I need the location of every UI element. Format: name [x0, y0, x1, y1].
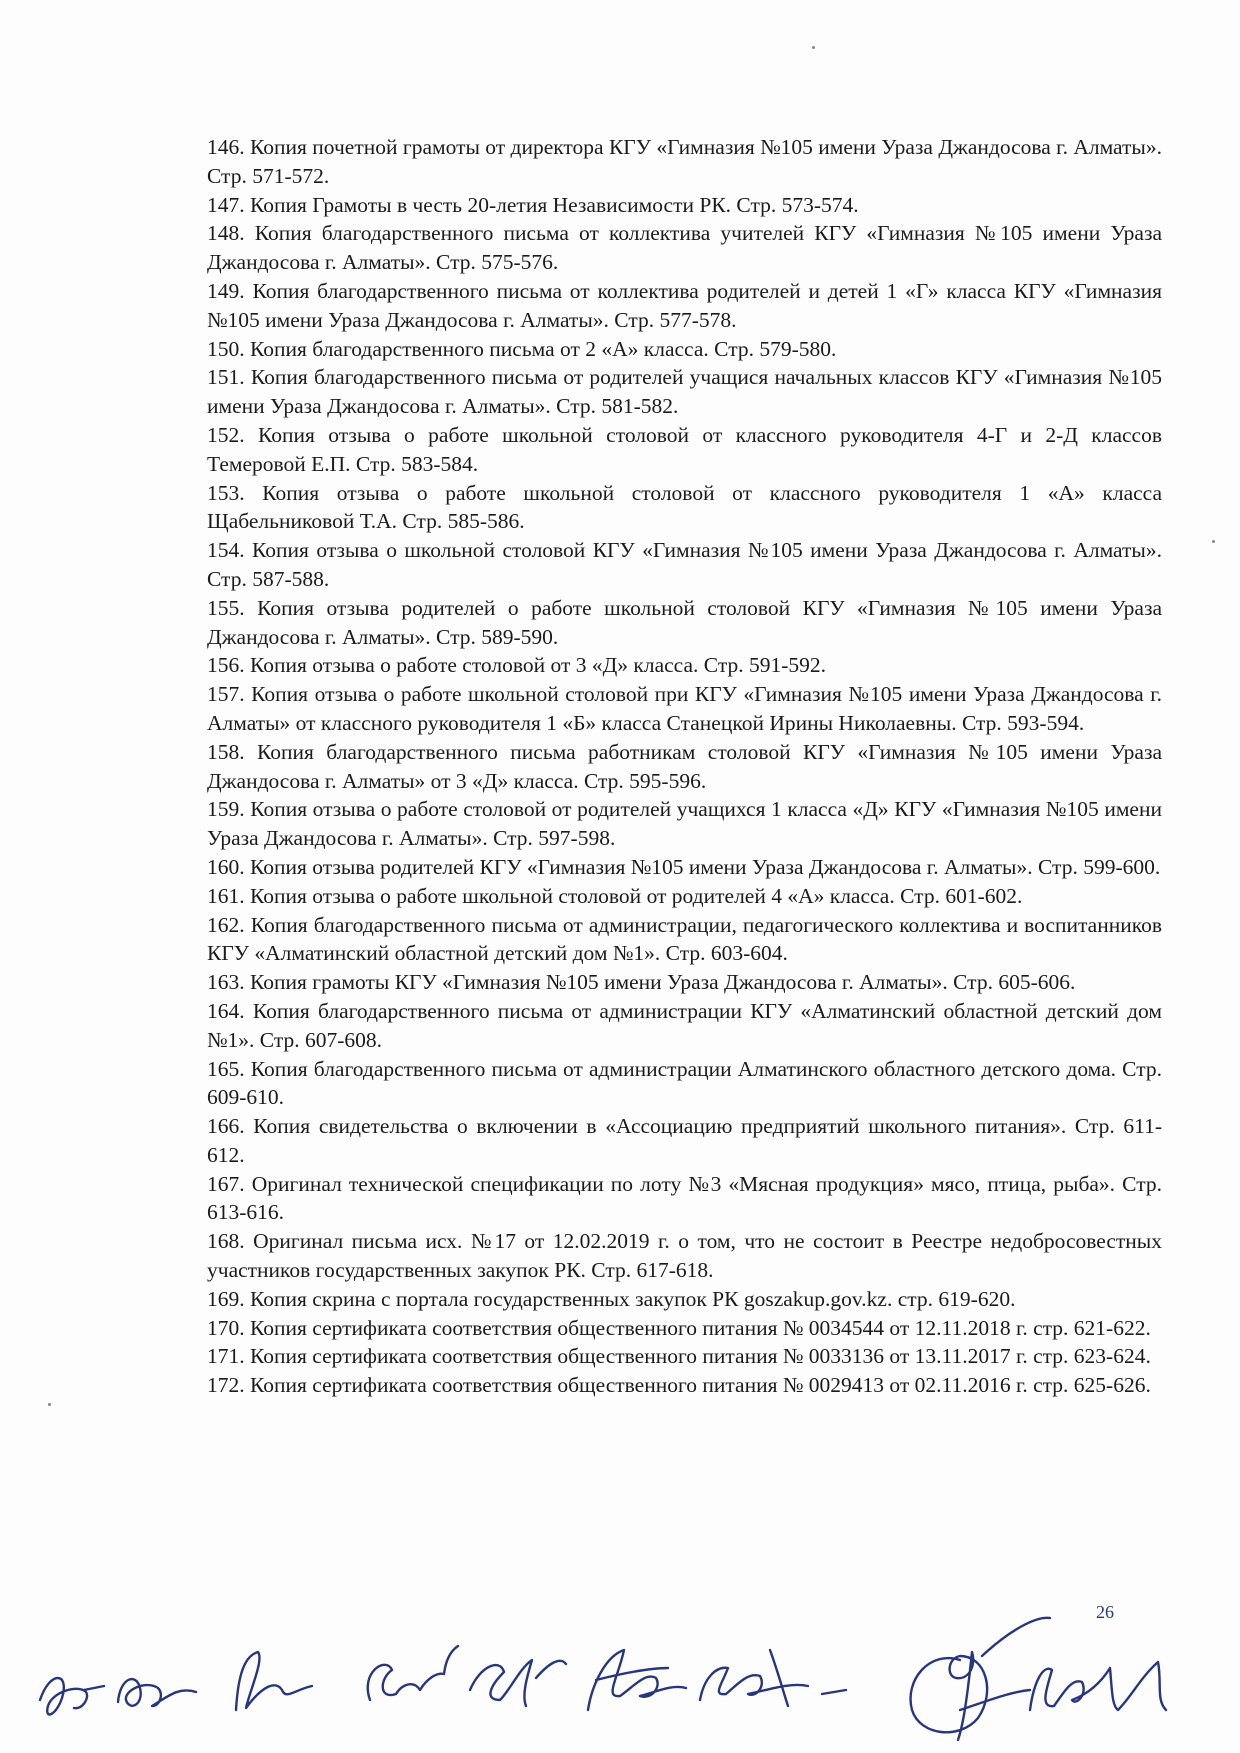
document-list — [207, 133, 1162, 1400]
list-item: 162. Копия благодарственного письма от администрации, педагогического коллектива и воспитанников КГУ «Алматинский областной детский дом №1». Стр. 603-604. — [207, 912, 1162, 966]
list-item: 157. Копия отзыва о работе школьной столовой при КГУ «Гимназия №105 имени Ураза Джандосова г. Алматы» от классного руководителя 1 «Б» класса Станецкой Ирины Николаевны. Стр. 593-594. — [207, 682, 1162, 735]
page-number: 26 — [1096, 1602, 1114, 1622]
list-item: 165. Копия благодарственного письма от администрации Алматинского областного детского дома. Стр. 609-610. — [207, 1056, 1162, 1110]
scan-speck — [812, 46, 815, 49]
signature-4 — [368, 1646, 458, 1700]
list-item: 169. Копия скрина с портала государственных закупок РК goszakup.gov.kz. стр. 619-620. — [207, 1286, 1016, 1311]
list-item: 154. Копия отзыва о школьной столовой КГУ «Гимназия №105 имени Ураза Джандосова г. Алматы». Стр. 587-588. — [207, 538, 1162, 591]
scan-speck — [1212, 540, 1215, 543]
list-item: 160. Копия отзыва родителей КГУ «Гимназия №105 имени Ураза Джандосова г. Алматы». Стр. 599-600. — [207, 854, 1161, 879]
list-item: 149. Копия благодарственного письма от коллектива родителей и детей 1 «Г» класса КГУ «Гимназия №105 имени Ураза Джандосова г. Алматы». Стр. 577-578. — [207, 278, 1162, 332]
list-item: 158. Копия благодарственного письма работникам столовой КГУ «Гимназия №105 имени Ураза Джандосова г. Алматы» от 3 «Д» класса. Стр. 595-596. — [207, 739, 1162, 793]
list-item: 146. Копия почетной грамоты от директора КГУ «Гимназия №105 имени Ураза Джандосова г. Алматы». Стр. 571-572. — [207, 135, 1162, 188]
list-item: 167. Оригинал технической спецификации по лоту №3 «Мясная продукция» мясо, птица, рыба». Стр. 613-616. — [207, 1171, 1162, 1225]
list-item: 170. Копия сертификата соответствия общественного питания № 0034544 от 12.11.2018 г. стр. 621-622. — [207, 1315, 1151, 1340]
signature-6 — [588, 1650, 686, 1710]
signature-3 — [236, 1652, 312, 1710]
list-item: 164. Копия благодарственного письма от администрации КГУ «Алматинский областной детский дом №1». Стр. 607-608. — [207, 998, 1162, 1052]
signatures-strip — [0, 1560, 1240, 1753]
signature-7 — [700, 1650, 846, 1706]
signature-9 — [1030, 1662, 1166, 1710]
signature-2 — [118, 1679, 196, 1706]
list-item: 152. Копия отзыва о работе школьной столовой от классного руководителя 4-Г и 2-Д классов Темеровой Е.П. Стр. 583-584. — [207, 422, 1162, 476]
signature-1 — [40, 1678, 104, 1714]
list-item: 171. Копия сертификата соответствия общественного питания № 0033136 от 13.11.2017 г. стр. 623-624. — [207, 1344, 1151, 1369]
list-item: 147. Копия Грамоты в честь 20-летия Независимости РК. Стр. 573-574. — [207, 192, 859, 217]
list-item: 172. Копия сертификата соответствия общественного питания № 0029413 от 02.11.2016 г. стр. 625-626. — [207, 1373, 1151, 1398]
list-item: 156. Копия отзыва о работе столовой от 3 «Д» класса. Стр. 591-592. — [207, 653, 827, 678]
list-item: 150. Копия благодарственного письма от 2 «А» класса. Стр. 579-580. — [207, 336, 837, 361]
list-item: 155. Копия отзыва родителей о работе школьной столовой КГУ «Гимназия №105 имени Ураза Джандосова г. Алматы». Стр. 589-590. — [207, 595, 1162, 649]
list-item: 163. Копия грамоты КГУ «Гимназия №105 имени Ураза Джандосова г. Алматы». Стр. 605-606. — [207, 970, 1076, 995]
scan-speck — [48, 1403, 51, 1406]
list-item: 148. Копия благодарственного письма от коллектива учителей КГУ «Гимназия №105 имени Ураза Джандосова г. Алматы». Стр. 575-576. — [207, 221, 1162, 275]
signature-5 — [470, 1660, 566, 1706]
list-item: 151. Копия благодарственного письма от родителей учащися начальных классов КГУ «Гимназия №105 имени Ураза Джандосова г. Алматы». Стр. 581-582. — [207, 365, 1162, 419]
list-item: 161. Копия отзыва о работе школьной столовой от родителей 4 «А» класса. Стр. 601-602. — [207, 883, 1023, 908]
signature-8 — [911, 1618, 1050, 1740]
list-item: 153. Копия отзыва о работе школьной столовой от классного руководителя 1 «А» класса Щабельниковой Т.А. Стр. 585-586. — [207, 480, 1162, 534]
list-item: 168. Оригинал письма исх. №17 от 12.02.2019 г. о том, что не состоит в Реестре недобросовестных участников государственных закупок РК. Стр. 617-618. — [207, 1229, 1162, 1283]
list-item: 166. Копия свидетельства о включении в «Ассоциацию предприятий школьного питания». Стр. 611-612. — [207, 1114, 1162, 1167]
list-item: 159. Копия отзыва о работе столовой от родителей учащихся 1 класса «Д» КГУ «Гимназия №105 имени Ураза Джандосова г. Алматы». Стр. 597-598. — [207, 797, 1162, 851]
